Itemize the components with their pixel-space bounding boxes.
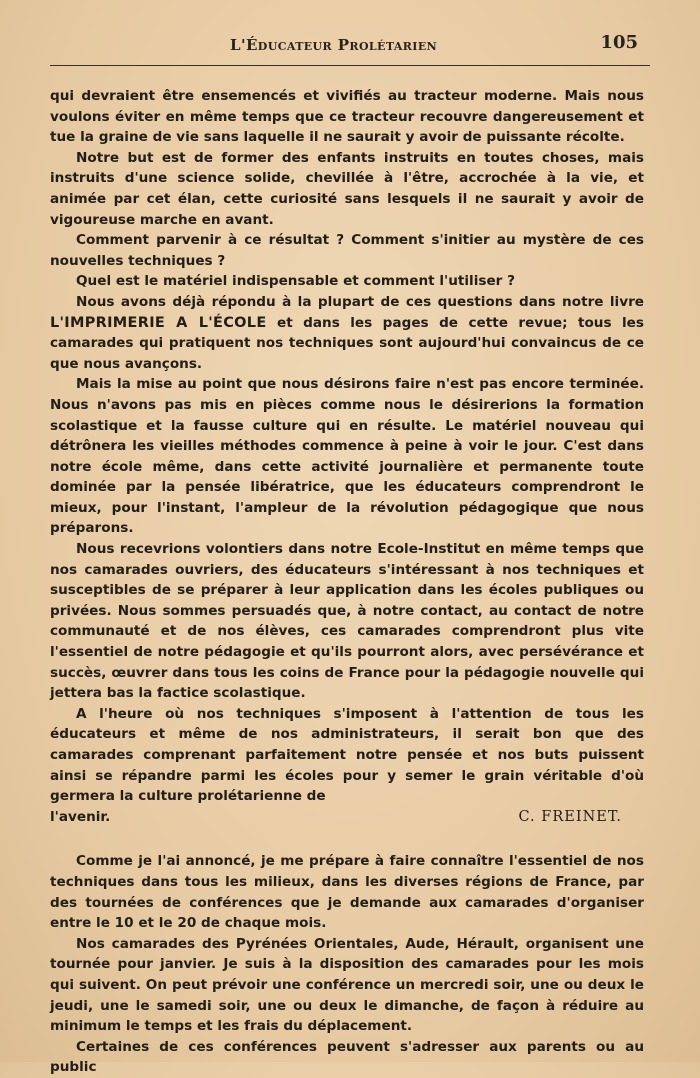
journal-page (50, 28, 650, 1078)
paragraph: qui devraient être ensemencés et vivifiés au tracteur moderne. Mais nous voulons éviter en même temps que ce tracteur recouvre dangereusement et tue la graine de vie sans laquelle il ne saurait y avoir de puissante récolte. (50, 88, 644, 146)
paragraph: Notre but est de former des enfants instruits en toutes choses, mais instruits d'une science solide, chevillée à l'être, accrochée à la vie, et animée par cet élan, cette curiosité sans lesquels il ne saurait y avoir de vigoureuse marche en avant. (50, 149, 644, 228)
paragraph: Mais la mise au point que nous désirons faire n'est pas encore terminée. Nous n'avons pas mis en pièces comme nous le désirerions la formation scolastique et la fausse culture qui en résulte. Le matériel nouveau qui détrônera les vieilles méthodes commence à peine à voir le jour. C'est dans notre école même, dans cette activité journalière et permanente toute dominée par la pensée libératrice, que les éducateurs comprendront le mieux, pour l'instant, l'ampleur de la révolution pédagogique que nous préparons. (50, 376, 644, 537)
book-title: L'IMPRIMERIE A L'ÉCOLE (50, 314, 267, 331)
paragraph: Quel est le matériel indispensable et comment l'utiliser ? (76, 273, 515, 290)
paragraph: Comme je l'ai annoncé, je me prépare à faire connaître l'essentiel de nos techniques dans tous les milieux, dans les diverses régions de France, par des tournées de conférences que je demande aux camarades d'organiser entre le 10 et le 20 de chaque mois. (50, 853, 644, 932)
article-body (50, 86, 650, 1078)
paragraph: Certaines de ces conférences peuvent s'adresser aux parents ou au public (50, 1038, 644, 1076)
paragraph (50, 292, 644, 374)
paragraph-text: l'avenir. (50, 808, 111, 825)
running-head: L'Éducateur Prolétarien (230, 36, 438, 54)
author-signature: C. FREINET. (518, 808, 622, 825)
paragraph: Nous recevrions volontiers dans notre Ecole-Institut en même temps que nos camarades ouvriers, des éducateurs s'intéressant à nos techniques et susceptibles de se préparer à leur application dans les écoles publiques ou privées. Nous sommes persuadés que, à notre contact, au contact de notre communauté et de nos élèves, ces camarades comprendront plus vite l'essentiel de notre pédagogie et qu'ils pourront alors, avec persévérance et succès, œuvrer dans tous les coins de France pour la pédagogie nouvelle qui jettera bas la factice scolastique. (50, 541, 644, 702)
paragraph: A l'heure où nos techniques s'imposent à l'attention de tous les éducateurs et même de nos administrateurs, il serait bon que des camarades comprenant parfaitement notre pensée et nos buts puissent ainsi se répandre parmi les écoles pour y semer le grain véritable d'où germera la culture prolétarienne de (50, 705, 644, 805)
paragraph-text: Nous avons déjà répondu à la plupart de ces questions dans notre livre (76, 293, 644, 310)
section-gap (50, 827, 644, 851)
paragraph: Comment parvenir à ce résultat ? Comment s'initier au mystère de ces nouvelles techniques ? (50, 232, 644, 269)
page-number: 105 (600, 32, 638, 53)
page-header (50, 28, 650, 58)
signature-line (50, 807, 644, 828)
paragraph: Nos camarades des Pyrénées Orientales, Aude, Hérault, organisent une tournée pour janvier. Je suis à la disposition des camarades pour les mois qui suivent. On peut prévoir une conférence un mercredi soir, une ou deux le jeudi, une le samedi soir, une ou deux le dimanche, de façon à réduire au minimum le temps et les frais du déplacement. (50, 935, 644, 1035)
header-rule (50, 65, 650, 66)
paragraph-text: et dans les pages de cette revue; tous les camarades qui pratiquent nos techniques sont aujourd'hui convaincus de ce que nous avançons. (50, 314, 644, 372)
